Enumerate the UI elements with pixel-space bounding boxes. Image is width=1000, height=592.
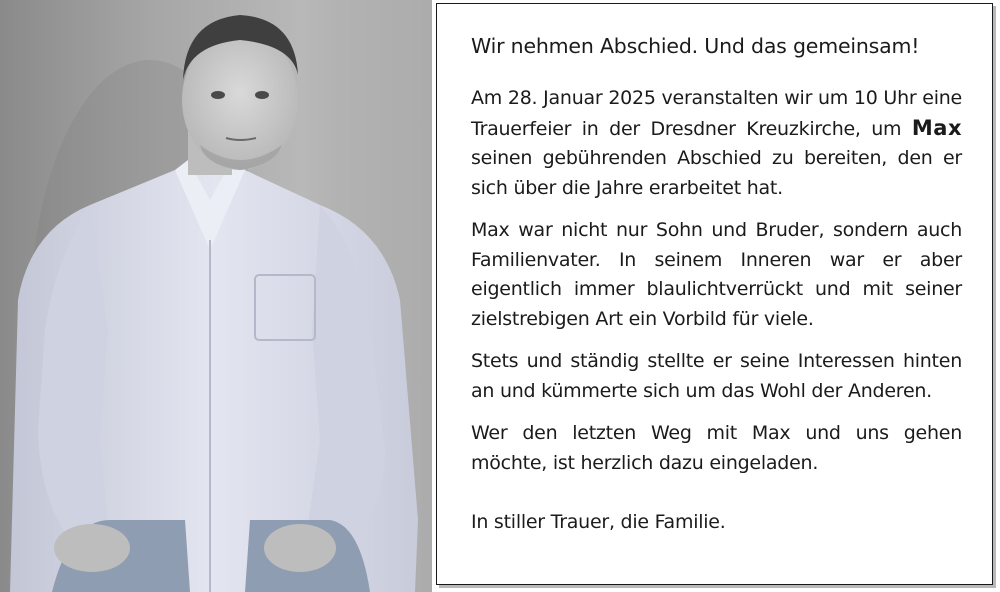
- notice-paragraph-invitation: Wer den letzten Weg mit Max und uns gehen möchte, ist herzlich dazu eingeladen.: [471, 422, 962, 474]
- notice-paragraph-family: Max war nicht nur Sohn und Bruder, sondern auch Familienvater. In seinem Inneren war er aber eigentlich immer blaulichtverrückt und mit seiner zielstrebigen Art ein Vorbild für viele.: [471, 219, 962, 330]
- deceased-name: Max: [911, 115, 962, 140]
- portrait-illustration: [0, 0, 432, 592]
- ceremony-text-after: seinen gebührenden Abschied zu bereiten, den er sich über die Jahre erarbeitet hat.: [471, 147, 962, 199]
- ceremony-text-before: Am 28. Januar 2025 veranstalten wir um 10 Uhr eine Trauerfeier in der Dresdner Kreuzkirche, um: [471, 87, 962, 140]
- notice-paragraph-character: Stets und ständig stellte er seine Interessen hinten an und kümmerte sich um das Wohl der Anderen.: [471, 350, 962, 402]
- portrait-photo: [0, 0, 432, 592]
- obituary-notice: [436, 3, 993, 585]
- notice-closing: In stiller Trauer, die Familie.: [471, 511, 726, 533]
- notice-headline: Wir nehmen Abschied. Und das gemeinsam!: [471, 34, 920, 58]
- notice-paragraph-ceremony: [471, 84, 962, 203]
